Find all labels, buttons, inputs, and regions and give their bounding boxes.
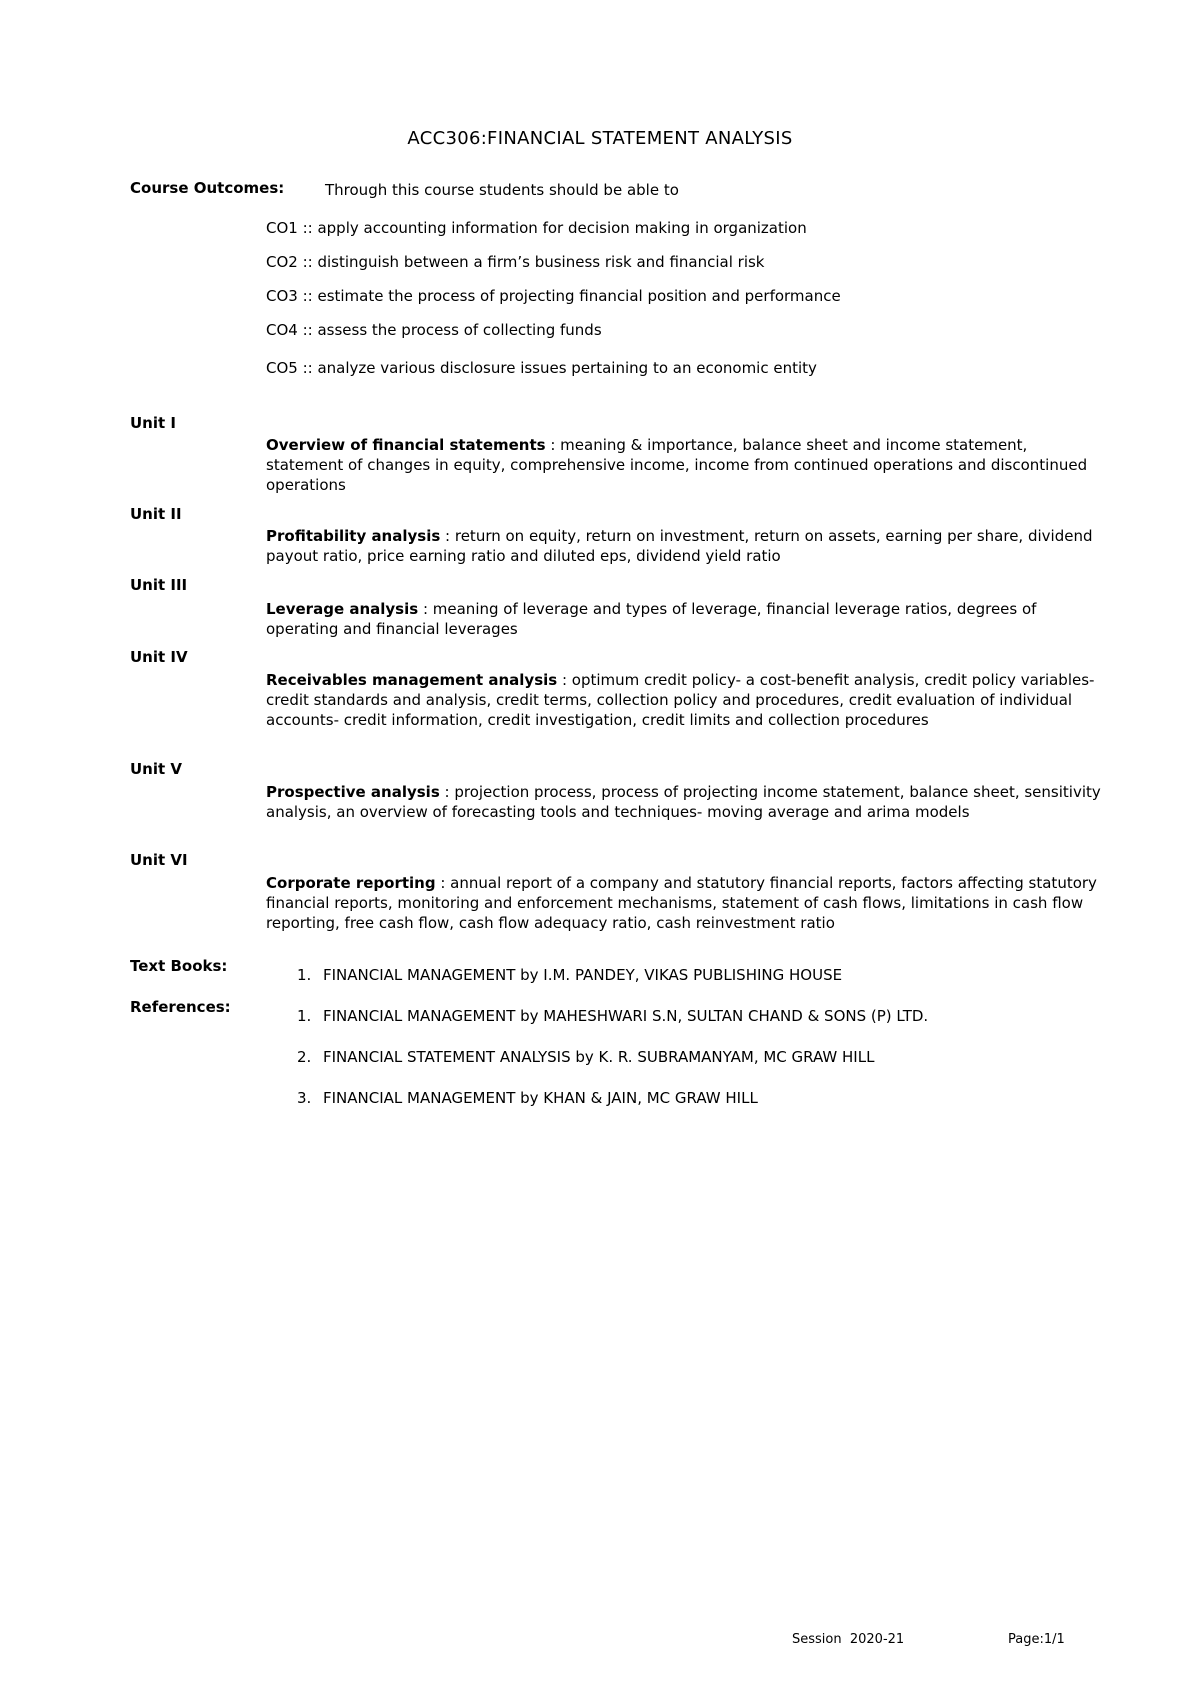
text-books-label: Text Books: xyxy=(130,957,228,975)
footer-page-number: Page:1/1 xyxy=(1008,1632,1065,1647)
list-number: 3. xyxy=(297,1089,312,1107)
list-number: 2. xyxy=(297,1048,312,1066)
unit-text: : projection process, process of projecting income statement, balance sheet, sensitivity analysis, an overview of forecasting tools and techniques- moving average and arima models xyxy=(266,783,1101,821)
unit-label: Unit IV xyxy=(130,648,188,666)
reference-item xyxy=(297,1048,874,1066)
unit-heading: Corporate reporting xyxy=(266,874,436,892)
list-number: 1. xyxy=(297,1007,312,1025)
reference-item xyxy=(297,1089,758,1107)
unit-label: Unit I xyxy=(130,414,176,432)
course-outcome-item: CO3 :: estimate the process of projecting financial position and performance xyxy=(266,287,841,305)
unit-description xyxy=(266,873,1106,933)
unit-description xyxy=(266,670,1106,730)
unit-label: Unit II xyxy=(130,505,182,523)
unit-heading: Leverage analysis xyxy=(266,600,419,618)
unit-heading: Prospective analysis xyxy=(266,783,440,801)
text-book-item xyxy=(297,966,842,984)
unit-description xyxy=(266,526,1106,566)
course-outcomes-intro: Through this course students should be able to xyxy=(325,181,679,199)
references-label: References: xyxy=(130,998,231,1016)
reference-text: FINANCIAL MANAGEMENT by MAHESHWARI S.N, SULTAN CHAND & SONS (P) LTD. xyxy=(323,1007,929,1025)
course-outcome-item: CO1 :: apply accounting information for decision making in organization xyxy=(266,219,807,237)
reference-item xyxy=(297,1007,928,1025)
list-number: 1. xyxy=(297,966,312,984)
unit-heading: Receivables management analysis xyxy=(266,671,558,689)
course-outcomes-label: Course Outcomes: xyxy=(130,179,285,197)
unit-text: : meaning & importance, balance sheet and income statement, statement of changes in equity, comprehensive income, income from continued operations and discontinued operations xyxy=(266,436,1088,494)
unit-description xyxy=(266,599,1106,639)
course-outcome-item: CO4 :: assess the process of collecting funds xyxy=(266,321,602,339)
unit-text: : return on equity, return on investment, return on assets, earning per share, dividend payout ratio, price earning ratio and diluted eps, dividend yield ratio xyxy=(266,527,1093,565)
page-title: ACC306:FINANCIAL STATEMENT ANALYSIS xyxy=(407,128,793,149)
unit-text: : optimum credit policy- a cost-benefit analysis, credit policy variables- credit standards and analysis, credit terms, collection policy and procedures, credit evaluation of individual accounts- credit information, credit investigation, credit limits and collection procedures xyxy=(266,671,1095,729)
footer-session: Session 2020-21 xyxy=(792,1632,905,1647)
unit-description xyxy=(266,435,1106,495)
unit-text: : annual report of a company and statutory financial reports, factors affecting statutory financial reports, monitoring and enforcement mechanisms, statement of cash flows, limitations in cash flow reporting, free cash flow, cash flow adequacy ratio, cash reinvestment ratio xyxy=(266,874,1097,932)
text-book-text: FINANCIAL MANAGEMENT by I.M. PANDEY, VIKAS PUBLISHING HOUSE xyxy=(323,966,843,984)
course-outcome-item: CO5 :: analyze various disclosure issues pertaining to an economic entity xyxy=(266,359,817,377)
unit-text: : meaning of leverage and types of leverage, financial leverage ratios, degrees of operating and financial leverages xyxy=(266,600,1037,638)
reference-text: FINANCIAL STATEMENT ANALYSIS by K. R. SUBRAMANYAM, MC GRAW HILL xyxy=(323,1048,875,1066)
course-outcome-item: CO2 :: distinguish between a firm’s business risk and financial risk xyxy=(266,253,765,271)
unit-heading: Overview of financial statements xyxy=(266,436,546,454)
unit-label: Unit V xyxy=(130,760,183,778)
reference-text: FINANCIAL MANAGEMENT by KHAN & JAIN, MC GRAW HILL xyxy=(323,1089,758,1107)
unit-description xyxy=(266,782,1106,822)
unit-heading: Profitability analysis xyxy=(266,527,441,545)
unit-label: Unit VI xyxy=(130,851,188,869)
unit-label: Unit III xyxy=(130,576,188,594)
